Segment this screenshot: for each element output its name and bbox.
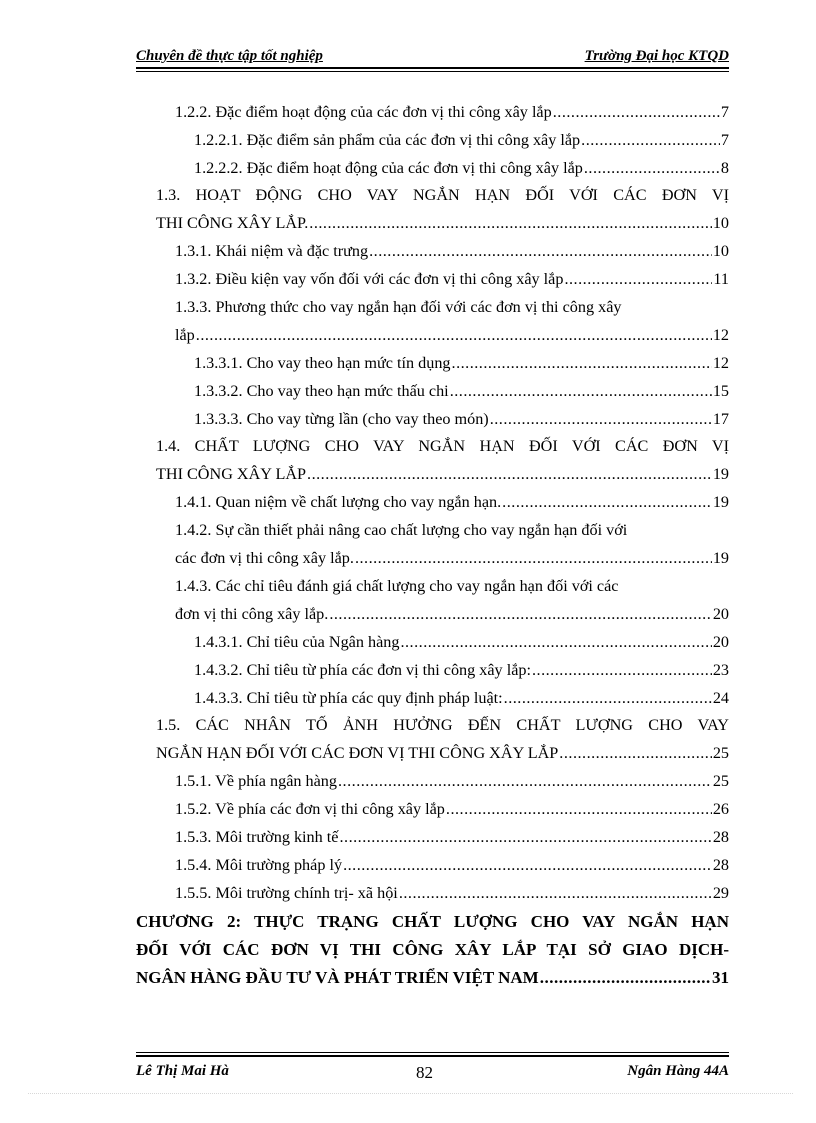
toc-entry: 1.4.3.3. Chỉ tiêu từ phía các quy định pháp luật: ..... 24 xyxy=(194,689,729,708)
toc-entry: NGẮN HẠN ĐỐI VỚI CÁC ĐƠN VỊ THI CÔNG XÂY LẮP ..... 25 xyxy=(156,744,729,763)
toc-entry: 1.2.2. Đặc điểm hoạt động của các đơn vị thi công xây lắp ..... 7 xyxy=(175,103,729,122)
toc-heading-line: 1.3. HOẠT ĐỘNG CHO VAY NGẮN HẠN ĐỐI VỚI CÁC ĐƠN VỊ xyxy=(156,186,729,204)
footer-rule-thin xyxy=(136,1052,729,1053)
toc-entry: 1.3.1. Khái niệm và đặc trưng ..... 10 xyxy=(175,242,729,261)
toc-entry: 1.3.2. Điều kiện vay vốn đối với các đơn vị thi công xây lắp ..... 11 xyxy=(175,270,729,289)
toc-entry: lắp ..... 12 xyxy=(175,326,729,345)
toc-entry: THI CÔNG XÂY LẮP. ..... 10 xyxy=(156,214,729,233)
toc-heading-line: 1.4.2. Sự cần thiết phải nâng cao chất lượng cho vay ngắn hạn đối với xyxy=(175,521,628,539)
toc-entry: 1.5.5. Môi trường chính trị- xã hội ..... 29 xyxy=(175,884,729,903)
footer-class: Ngân Hàng 44A xyxy=(627,1063,729,1079)
toc-entry: 1.4.1. Quan niệm về chất lượng cho vay ngắn hạn. ..... 19 xyxy=(175,493,729,512)
header-right: Trường Đại học KTQD xyxy=(584,48,729,64)
toc-entry: THI CÔNG XÂY LẮP ..... 19 xyxy=(156,465,729,484)
toc-entry: 1.2.2.1. Đặc điểm sản phẩm của các đơn vị thi công xây lắp ..... 7 xyxy=(194,131,729,150)
toc-entry: 1.2.2.2. Đặc điểm hoạt động của các đơn vị thi công xây lắp ..... 8 xyxy=(194,159,729,178)
page-footer xyxy=(136,1061,729,1083)
footer-rule-thick xyxy=(136,1055,729,1057)
toc-entry: 1.4.3.1. Chỉ tiêu của Ngân hàng ..... 20 xyxy=(194,633,729,652)
page-number: 82 xyxy=(416,1063,433,1082)
toc-entry: 1.5.4. Môi trường pháp lý ..... 28 xyxy=(175,856,729,875)
toc-heading-line: 1.4.3. Các chỉ tiêu đánh giá chất lượng cho vay ngắn hạn đối với các xyxy=(175,577,619,595)
toc-entry: 1.5.3. Môi trường kinh tế ..... 28 xyxy=(175,828,729,847)
toc-entry: 1.4.3.2. Chỉ tiêu từ phía các đơn vị thi công xây lắp: ..... 23 xyxy=(194,661,729,680)
toc-entry: đơn vị thi công xây lắp. ..... 20 xyxy=(175,605,729,624)
toc-heading-line: 1.3.3. Phương thức cho vay ngắn hạn đối với các đơn vị thi công xây xyxy=(175,298,622,316)
page-edge-divider xyxy=(28,1093,793,1094)
page-header xyxy=(136,46,729,68)
toc-chapter-line: CHƯƠNG 2: THỰC TRẠNG CHẤT LƯỢNG CHO VAY NGẮN HẠN xyxy=(136,912,729,931)
toc-entry: 1.3.3.2. Cho vay theo hạn mức thấu chi ..... 15 xyxy=(194,382,729,401)
toc-entry: 1.3.3.3. Cho vay từng lần (cho vay theo món) ..... 17 xyxy=(194,410,729,429)
toc-heading-line: 1.5. CÁC NHÂN TỐ ẢNH HƯỞNG ĐẾN CHẤT LƯỢNG CHO VAY xyxy=(156,716,729,734)
toc-heading-line: 1.4. CHẤT LƯỢNG CHO VAY NGẮN HẠN ĐỐI VỚI CÁC ĐƠN VỊ xyxy=(156,437,729,455)
header-rule-thin xyxy=(136,71,729,72)
toc-entry: 1.3.3.1. Cho vay theo hạn mức tín dụng ..... 12 xyxy=(194,354,729,373)
header-left: Chuyên đề thực tập tốt nghiệp xyxy=(136,48,323,64)
toc-entry: NGÂN HÀNG ĐẦU TƯ VÀ PHÁT TRIỂN VIỆT NAM ..... 31 xyxy=(136,968,729,988)
toc-chapter-line: ĐỐI VỚI CÁC ĐƠN VỊ THI CÔNG XÂY LẮP TẠI SỞ GIAO DỊCH- xyxy=(136,940,729,959)
toc-entry: 1.5.2. Về phía các đơn vị thi công xây lắp ..... 26 xyxy=(175,800,729,819)
toc-entry: 1.5.1. Về phía ngân hàng ..... 25 xyxy=(175,772,729,791)
toc-entry: các đơn vị thi công xây lắp. ..... 19 xyxy=(175,549,729,568)
header-rule-thick xyxy=(136,67,729,69)
footer-author: Lê Thị Mai Hà xyxy=(136,1063,229,1079)
